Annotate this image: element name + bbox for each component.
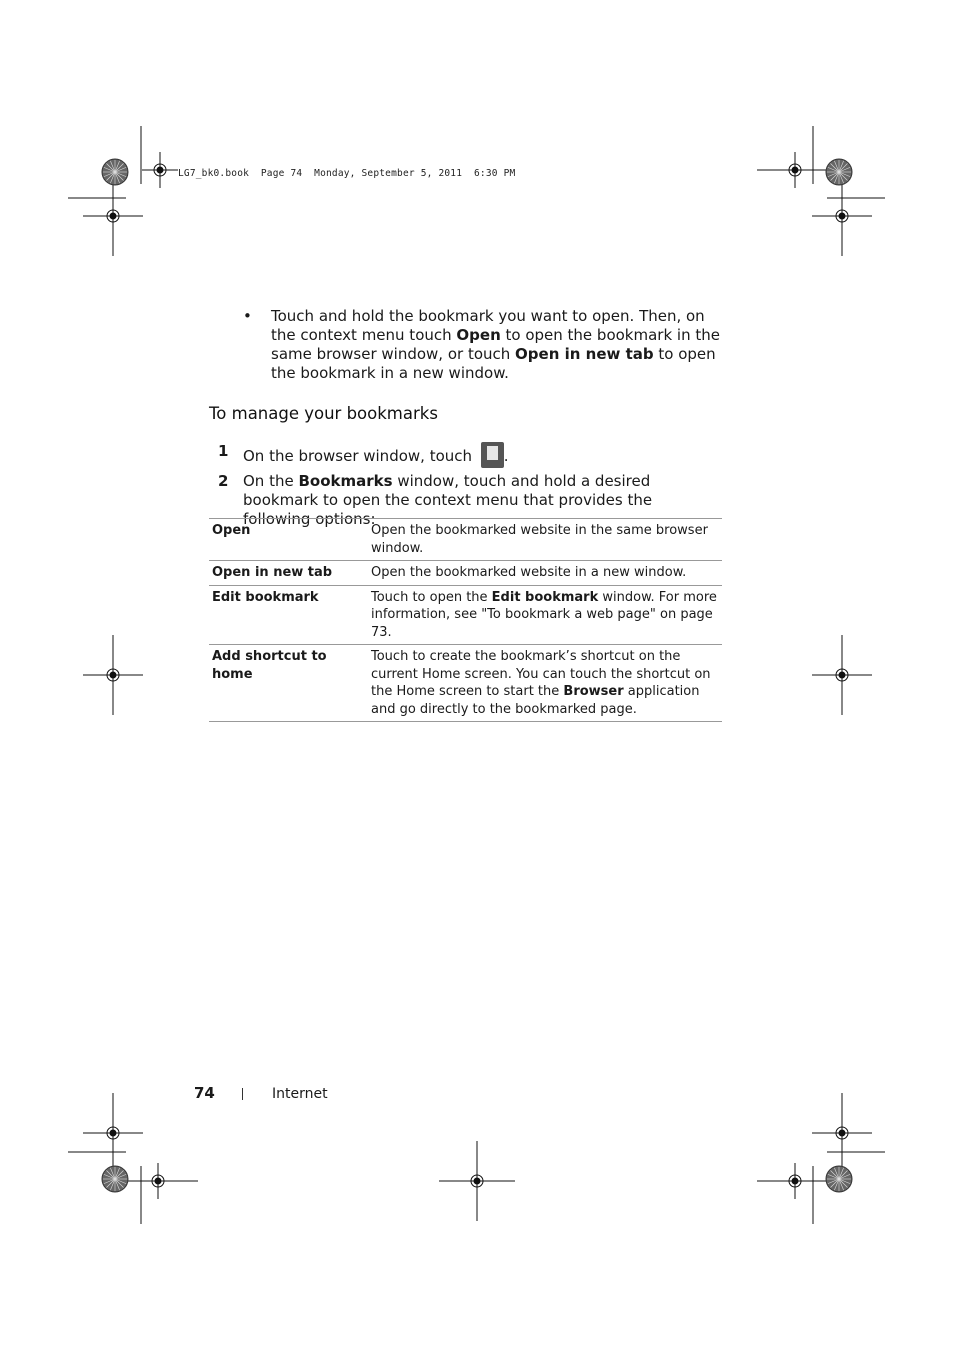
- step-text-before-icon: On the browser window, touch: [243, 447, 473, 465]
- text-run: Open the bookmarked website in a new window.: [371, 565, 687, 580]
- option-term: Add shortcut to home: [209, 645, 368, 722]
- footer-section-name: Internet: [272, 1086, 328, 1102]
- text-run: Touch to create the bookmark’s shortcut on the current Home screen. You can touch the shortcut on the Home screen to start the: [371, 649, 711, 699]
- option-description: [368, 645, 722, 722]
- registration-dot: [839, 672, 845, 678]
- option-description: [368, 585, 722, 645]
- text-run: application and go directly to the bookmarked page.: [371, 684, 700, 717]
- registration-dot: [474, 1178, 480, 1184]
- table-row: [209, 585, 722, 645]
- text-run: Open the bookmarked website in the same browser window.: [371, 523, 708, 556]
- bookmarks-icon: [481, 442, 504, 468]
- text-run: Touch and hold the bookmark you want to open. Then, on the context menu touch: [271, 307, 705, 344]
- table-row: [209, 519, 722, 561]
- text-run: window, touch and hold a desired bookmark to open the context menu that provides the following options:: [243, 472, 653, 528]
- bold-term: Bookmarks: [298, 472, 393, 490]
- step-number: 1: [218, 442, 229, 460]
- step-text-after-icon: .: [503, 447, 509, 465]
- bold-term: Open in new tab: [515, 345, 654, 363]
- bullet-marker: •: [243, 307, 252, 325]
- text-run: to open the bookmark in the same browser window, or touch: [271, 326, 720, 363]
- option-description: [368, 561, 722, 586]
- registration-dot: [157, 167, 163, 173]
- print-header: LG7_bk0.book Page 74 Monday, September 5, 2011 6:30 PM: [178, 168, 516, 179]
- option-term: Edit bookmark: [209, 585, 368, 645]
- bold-term: Open: [456, 326, 501, 344]
- registration-dot: [792, 167, 798, 173]
- option-term: Open in new tab: [209, 561, 368, 586]
- option-description: [368, 519, 722, 561]
- registration-dot: [110, 672, 116, 678]
- registration-dot: [839, 1130, 845, 1136]
- table-row: [209, 645, 722, 722]
- option-term: Open: [209, 519, 368, 561]
- registration-dot: [110, 1130, 116, 1136]
- text-run: On the: [243, 472, 299, 490]
- registration-dot: [792, 1178, 798, 1184]
- section-heading: To manage your bookmarks: [209, 404, 438, 423]
- text-run: Touch to open the: [371, 589, 492, 605]
- footer-separator: [242, 1088, 243, 1100]
- registration-dot: [110, 213, 116, 219]
- text-run: window. For more information, see "To bookmark a web page" on page 73.: [371, 589, 717, 640]
- bold-term: Browser: [563, 684, 624, 699]
- table-row: [209, 561, 722, 586]
- step-text: [243, 442, 723, 468]
- registration-dot: [155, 1178, 161, 1184]
- bold-term: Edit bookmark: [491, 589, 599, 605]
- text-run: to open the bookmark in a new window.: [271, 345, 716, 382]
- step-number: 2: [218, 472, 229, 490]
- bullet-text: [271, 307, 723, 383]
- options-table: [209, 518, 722, 722]
- registration-dot: [839, 213, 845, 219]
- page-number: 74: [194, 1084, 215, 1102]
